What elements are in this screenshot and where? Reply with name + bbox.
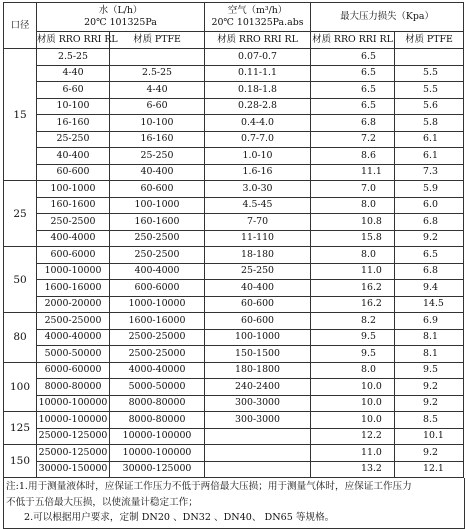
water-ptfe-cell: 2500-25000 [110, 346, 205, 363]
water-rro-cell: 2500-25000 [37, 313, 110, 330]
table-row [4, 346, 464, 363]
loss-ptfe-cell: 9.2 [395, 379, 464, 396]
loss-ptfe-cell: 10.1 [395, 428, 464, 445]
air-cell: 60-600 [205, 313, 311, 330]
loss-ptfe-cell: 6.0 [395, 197, 464, 214]
water-ptfe-cell: 4000-40000 [110, 362, 205, 379]
loss-ptfe-cell: 9.2 [395, 230, 464, 247]
loss-rro-cell: 8.6 [311, 148, 395, 165]
note-line-1: 注:1.用于测量液体时，应保证工作压力不低于两倍最大压损；用于测量气体时，应保证工作压力 [6, 481, 412, 492]
loss-rro-cell: 6.8 [311, 115, 395, 132]
water-ptfe-cell: 400-4000 [110, 263, 205, 280]
loss-rro-cell: 15.8 [311, 230, 395, 247]
air-cell: 180-1800 [205, 362, 311, 379]
water-rro-cell: 160-1600 [37, 197, 110, 214]
water-rro-cell: 10000-100000 [37, 412, 110, 429]
table-row [4, 65, 464, 82]
water-rro-cell: 5000-50000 [37, 346, 110, 363]
air-cell: 60-600 [205, 296, 311, 313]
air-cell: 300-3000 [205, 412, 311, 429]
subheader-loss-rro: 材质 RRO RRI RL [311, 32, 395, 49]
water-ptfe-cell: 30000-125000 [110, 461, 205, 478]
loss-rro-cell: 6.5 [311, 65, 395, 82]
water-ptfe-cell: 8000-80000 [110, 395, 205, 412]
loss-rro-cell: 16.2 [311, 296, 395, 313]
water-ptfe-cell: 4-40 [110, 82, 205, 99]
loss-rro-cell: 10.8 [311, 214, 395, 231]
loss-rro-cell: 8.0 [311, 362, 395, 379]
table-row [4, 247, 464, 264]
air-cell: 0.18-1.8 [205, 82, 311, 99]
water-rro-cell: 1000-10000 [37, 263, 110, 280]
table-row [4, 329, 464, 346]
water-title: 水（L/h） [98, 5, 143, 16]
loss-ptfe-cell: 9.2 [395, 445, 464, 462]
loss-rro-cell: 13.2 [311, 461, 395, 478]
water-ptfe-cell: 8000-80000 [110, 412, 205, 429]
diameter-cell: 25 [4, 181, 37, 247]
air-cell: 0.28-2.8 [205, 98, 311, 115]
water-ptfe-cell: 10000-100000 [110, 428, 205, 445]
air-cell: 150-1500 [205, 346, 311, 363]
water-ptfe-cell: 10000-100000 [110, 445, 205, 462]
water-ptfe-cell [110, 49, 205, 66]
table-row [4, 197, 464, 214]
air-cell: 100-1000 [205, 329, 311, 346]
loss-rro-cell: 6.5 [311, 98, 395, 115]
water-rro-cell: 25000-125000 [37, 428, 110, 445]
loss-rro-cell: 10.0 [311, 395, 395, 412]
header-water [37, 3, 205, 32]
loss-ptfe-cell: 6.8 [395, 263, 464, 280]
water-rro-cell: 2.5-25 [37, 49, 110, 66]
air-conditions: 20℃ 101325Pa.abs [211, 17, 304, 28]
water-ptfe-cell: 250-2500 [110, 247, 205, 264]
loss-ptfe-cell: 6.5 [395, 247, 464, 264]
loss-ptfe-cell: 6.1 [395, 148, 464, 165]
loss-ptfe-cell: 14.5 [395, 296, 464, 313]
water-ptfe-cell: 160-1600 [110, 214, 205, 231]
subheader-water-rro: 材质 RRO RRI RL [37, 32, 110, 49]
air-cell: 40-400 [205, 280, 311, 297]
loss-rro-cell: 6.5 [311, 49, 395, 66]
table-row [4, 131, 464, 148]
air-cell: 11-110 [205, 230, 311, 247]
water-ptfe-cell: 40-400 [110, 164, 205, 181]
table-row [4, 181, 464, 198]
table-row [4, 148, 464, 165]
table-row [4, 98, 464, 115]
table-row [4, 313, 464, 330]
table-row [4, 362, 464, 379]
water-rro-cell: 25000-125000 [37, 445, 110, 462]
loss-ptfe-cell: 8.1 [395, 329, 464, 346]
diameter-cell: 100 [4, 362, 37, 412]
loss-ptfe-cell: 8.5 [395, 412, 464, 429]
loss-rro-cell: 9.5 [311, 329, 395, 346]
loss-rro-cell: 9.5 [311, 346, 395, 363]
water-ptfe-cell: 2.5-25 [110, 65, 205, 82]
water-ptfe-cell: 25-250 [110, 148, 205, 165]
loss-rro-cell: 12.2 [311, 428, 395, 445]
loss-rro-cell: 11.0 [311, 445, 395, 462]
water-rro-cell: 6-60 [37, 82, 110, 99]
table-row [4, 49, 464, 66]
loss-rro-cell: 11.0 [311, 263, 395, 280]
water-rro-cell: 250-2500 [37, 214, 110, 231]
loss-rro-cell: 8.0 [311, 247, 395, 264]
subheader-water-ptfe: 材质 PTFE [110, 32, 205, 49]
table-row [4, 296, 464, 313]
air-cell [205, 445, 311, 462]
loss-ptfe-cell: 5.9 [395, 181, 464, 198]
water-rro-cell: 400-4000 [37, 230, 110, 247]
air-cell: 240-2400 [205, 379, 311, 396]
water-rro-cell: 2000-20000 [37, 296, 110, 313]
table-row [4, 164, 464, 181]
table-row [4, 428, 464, 445]
table-row [4, 280, 464, 297]
loss-ptfe-cell: 5.5 [395, 82, 464, 99]
loss-rro-cell: 8.2 [311, 313, 395, 330]
water-ptfe-cell: 10-100 [110, 115, 205, 132]
water-rro-cell: 4-40 [37, 65, 110, 82]
water-rro-cell: 25-250 [37, 131, 110, 148]
loss-rro-cell: 11.1 [311, 164, 395, 181]
diameter-cell: 80 [4, 313, 37, 363]
water-rro-cell: 10-100 [37, 98, 110, 115]
water-ptfe-cell: 600-6000 [110, 280, 205, 297]
loss-ptfe-cell: 8.1 [395, 346, 464, 363]
loss-ptfe-cell: 9.2 [395, 395, 464, 412]
subheader-air-rro: 材质 RRO RRI RL [205, 32, 311, 49]
air-cell: 0.4-4.0 [205, 115, 311, 132]
table-row [4, 263, 464, 280]
air-cell [205, 461, 311, 478]
loss-ptfe-cell: 9.5 [395, 362, 464, 379]
water-ptfe-cell: 1000-10000 [110, 296, 205, 313]
table-row [4, 395, 464, 412]
header-pressure-loss: 最大压力损失（Kpa） [311, 3, 464, 32]
loss-ptfe-cell [395, 49, 464, 66]
air-cell: 0.07-0.7 [205, 49, 311, 66]
water-rro-cell: 6000-60000 [37, 362, 110, 379]
loss-ptfe-cell: 9.4 [395, 280, 464, 297]
diameter-cell: 150 [4, 445, 37, 478]
loss-ptfe-cell: 6.8 [395, 214, 464, 231]
notes [3, 478, 465, 529]
table-row [4, 445, 464, 462]
air-cell: 7-70 [205, 214, 311, 231]
note-line-2: 不低于五倍最大压损，以使流量计稳定工作； [6, 496, 198, 508]
water-ptfe-cell: 250-2500 [110, 230, 205, 247]
water-ptfe-cell: 16-160 [110, 131, 205, 148]
table-row [4, 214, 464, 231]
air-cell: 1.0-10 [205, 148, 311, 165]
water-rro-cell: 8000-80000 [37, 379, 110, 396]
flow-spec-table [3, 2, 464, 478]
water-rro-cell: 10000-100000 [37, 395, 110, 412]
diameter-cell: 50 [4, 247, 37, 313]
loss-rro-cell: 7.2 [311, 131, 395, 148]
air-cell: 3.0-30 [205, 181, 311, 198]
table-row [4, 379, 464, 396]
loss-rro-cell: 8.0 [311, 197, 395, 214]
water-ptfe-cell: 2500-25000 [110, 329, 205, 346]
water-conditions: 20℃ 101325Pa [84, 17, 157, 28]
loss-rro-cell: 7.0 [311, 181, 395, 198]
loss-ptfe-cell: 12.1 [395, 461, 464, 478]
water-ptfe-cell: 1600-16000 [110, 313, 205, 330]
loss-rro-cell: 10.0 [311, 379, 395, 396]
loss-ptfe-cell: 6.1 [395, 131, 464, 148]
loss-ptfe-cell: 7.3 [395, 164, 464, 181]
water-rro-cell: 100-1000 [37, 181, 110, 198]
water-rro-cell: 4000-40000 [37, 329, 110, 346]
water-rro-cell: 1600-16000 [37, 280, 110, 297]
table-row [4, 412, 464, 429]
water-ptfe-cell: 60-600 [110, 181, 205, 198]
table-row [4, 82, 464, 99]
water-rro-cell: 16-160 [37, 115, 110, 132]
water-ptfe-cell: 5000-50000 [110, 379, 205, 396]
loss-ptfe-cell: 5.5 [395, 65, 464, 82]
water-ptfe-cell: 100-1000 [110, 197, 205, 214]
air-cell: 0.7-7.0 [205, 131, 311, 148]
loss-ptfe-cell: 5.8 [395, 115, 464, 132]
air-cell: 18-180 [205, 247, 311, 264]
water-rro-cell: 600-6000 [37, 247, 110, 264]
loss-rro-cell: 10.0 [311, 412, 395, 429]
header-diameter: 口径 [4, 3, 37, 49]
air-title: 空气（m³/h） [227, 5, 288, 16]
table-row [4, 461, 464, 478]
subheader-loss-ptfe: 材质 PTFE [395, 32, 464, 49]
loss-rro-cell: 6.5 [311, 82, 395, 99]
air-cell [205, 428, 311, 445]
diameter-cell: 15 [4, 49, 37, 181]
loss-rro-cell: 16.2 [311, 280, 395, 297]
air-cell: 300-3000 [205, 395, 311, 412]
water-ptfe-cell: 6-60 [110, 98, 205, 115]
header-air [205, 3, 311, 32]
water-rro-cell: 40-400 [37, 148, 110, 165]
flow-spec-sheet [3, 2, 463, 529]
table-row [4, 230, 464, 247]
loss-ptfe-cell: 6.9 [395, 313, 464, 330]
table-row [4, 115, 464, 132]
water-rro-cell: 60-600 [37, 164, 110, 181]
air-cell: 4.5-45 [205, 197, 311, 214]
diameter-cell: 125 [4, 412, 37, 445]
air-cell: 25-250 [205, 263, 311, 280]
air-cell: 0.11-1.1 [205, 65, 311, 82]
air-cell: 1.6-16 [205, 164, 311, 181]
loss-ptfe-cell: 5.6 [395, 98, 464, 115]
water-rro-cell: 30000-150000 [37, 461, 110, 478]
note-line-3: 2.可以根据用户要求，定制 DN20 、DN32 、DN40、 DN65 等规格。 [24, 512, 335, 523]
spec-table-body [4, 49, 464, 478]
